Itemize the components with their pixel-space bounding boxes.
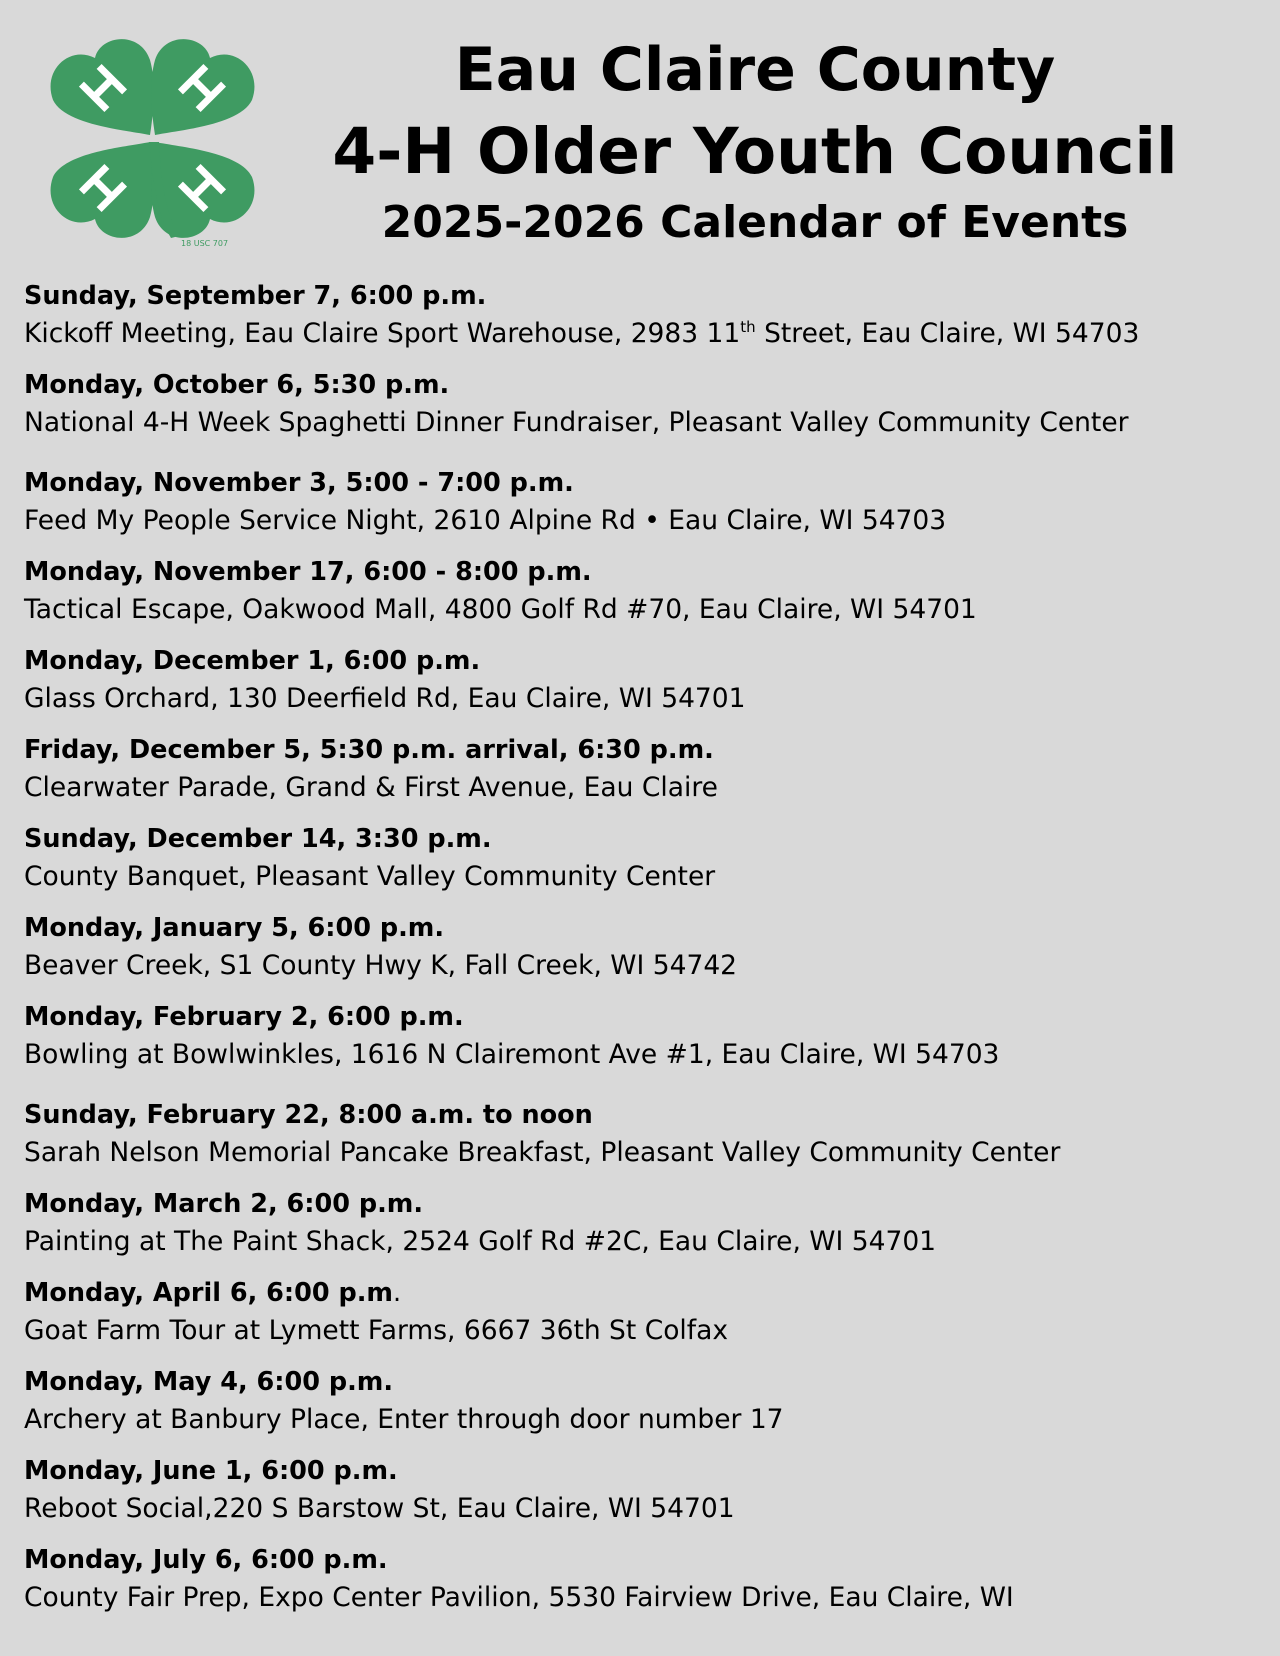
page-header xyxy=(290,30,1220,252)
event-description: Feed My People Service Night, 2610 Alpine Rd • Eau Claire, WI 54703 xyxy=(24,505,947,536)
event-item xyxy=(24,465,1264,554)
event-date-time: Friday, December 5, 5:30 p.m. arrival, 6:30 p.m. xyxy=(24,735,714,765)
event-description: Bowling at Bowlwinkles, 1616 N Clairemont Ave #1, Eau Claire, WI 54703 xyxy=(24,1039,1000,1070)
event-description: Archery at Banbury Place, Enter through door number 17 xyxy=(24,1404,784,1435)
event-date-time: Monday, May 4, 6:00 p.m. xyxy=(24,1367,394,1397)
four-leaf-clover-4h-icon xyxy=(45,30,260,255)
event-date-time: Monday, November 3, 5:00 - 7:00 p.m. xyxy=(24,468,574,498)
event-item xyxy=(24,1453,1264,1542)
event-date-time: Monday, November 17, 6:00 - 8:00 p.m. xyxy=(24,557,592,587)
event-date-time: Monday, February 2, 6:00 p.m. xyxy=(24,1002,464,1032)
event-description-text: Kickoff Meeting, Eau Claire Sport Warehouse, 2983 11 xyxy=(24,318,741,349)
event-description: County Fair Prep, Expo Center Pavilion, 5530 Fairview Drive, Eau Claire, WI xyxy=(24,1582,1014,1613)
event-item xyxy=(24,910,1264,999)
event-description: Sarah Nelson Memorial Pancake Breakfast, Pleasant Valley Community Center xyxy=(24,1137,1061,1168)
event-item xyxy=(24,643,1264,732)
title-calendar: 2025-2026 Calendar of Events xyxy=(381,197,1129,248)
event-description: Clearwater Parade, Grand & First Avenue, Eau Claire xyxy=(24,772,718,803)
4h-clover-logo xyxy=(45,30,260,255)
event-item xyxy=(24,1542,1264,1631)
event-description: Reboot Social,220 S Barstow St, Eau Claire, WI 54701 xyxy=(24,1493,735,1524)
event-description: Beaver Creek, S1 County Hwy K, Fall Creek, WI 54742 xyxy=(24,950,738,981)
event-date-time: Sunday, September 7, 6:00 p.m. xyxy=(24,281,487,311)
event-description: Painting at The Paint Shack, 2524 Golf Rd #2C, Eau Claire, WI 54701 xyxy=(24,1226,937,1257)
event-date-time: Sunday, February 22, 8:00 a.m. to noon xyxy=(24,1100,593,1130)
event-date-time: Sunday, December 14, 3:30 p.m. xyxy=(24,824,492,854)
event-date-time: Monday, June 1, 6:00 p.m. xyxy=(24,1456,398,1486)
event-item xyxy=(24,821,1264,910)
event-item xyxy=(24,278,1264,367)
event-description: Goat Farm Tour at Lymett Farms, 6667 36th St Colfax xyxy=(24,1315,729,1346)
event-item xyxy=(24,1275,1264,1364)
event-date-time: Monday, July 6, 6:00 p.m. xyxy=(24,1545,388,1575)
title-county: Eau Claire County xyxy=(454,35,1056,105)
title-council: 4-H Older Youth Council xyxy=(332,115,1178,188)
event-item xyxy=(24,367,1264,465)
event-description: National 4-H Week Spaghetti Dinner Fundraiser, Pleasant Valley Community Center xyxy=(24,407,1129,438)
event-date-time-text: Monday, April 6, 6:00 p.m xyxy=(24,1278,393,1308)
event-description-superscript: th xyxy=(740,318,756,337)
event-date-time-tail: . xyxy=(392,1278,402,1308)
event-description: County Banquet, Pleasant Valley Community Center xyxy=(24,861,716,892)
event-date-time: Monday, March 2, 6:00 p.m. xyxy=(24,1189,424,1219)
event-item xyxy=(24,1097,1264,1186)
event-description: Glass Orchard, 130 Deerfield Rd, Eau Claire, WI 54701 xyxy=(24,683,746,714)
event-date-time: Monday, January 5, 6:00 p.m. xyxy=(24,913,445,943)
event-description xyxy=(24,314,1264,354)
event-date-time: Monday, October 6, 5:30 p.m. xyxy=(24,370,450,400)
event-date-time xyxy=(24,1275,1264,1311)
event-item xyxy=(24,999,1264,1097)
event-description: Tactical Escape, Oakwood Mall, 4800 Golf Rd #70, Eau Claire, WI 54701 xyxy=(24,594,977,625)
event-item xyxy=(24,1186,1264,1275)
events-list xyxy=(24,278,1264,1631)
event-description-text-cont: Street, Eau Claire, WI 54703 xyxy=(755,318,1140,349)
event-item xyxy=(24,554,1264,643)
event-item xyxy=(24,732,1264,821)
event-item xyxy=(24,1364,1264,1453)
event-date-time: Monday, December 1, 6:00 p.m. xyxy=(24,646,481,676)
logo-legal-text: 18 USC 707 xyxy=(181,239,229,248)
